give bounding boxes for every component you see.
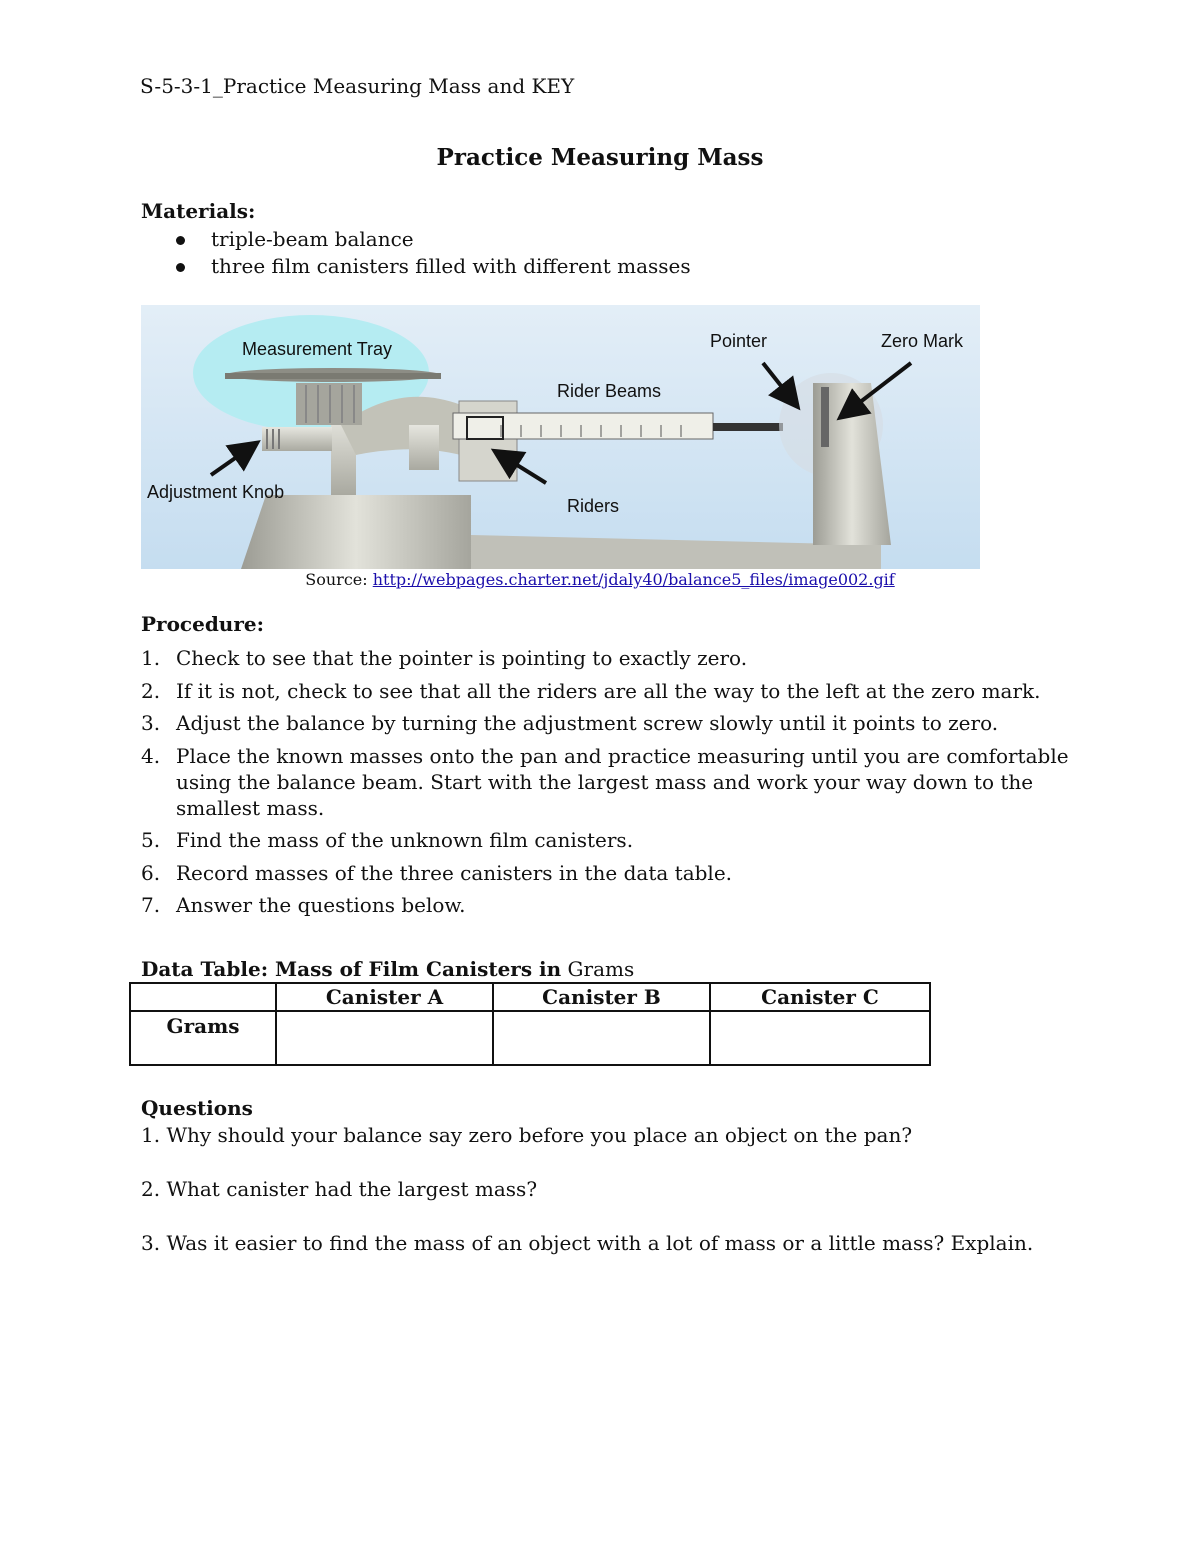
label-pointer: Pointer bbox=[710, 331, 768, 351]
materials-heading: Materials: bbox=[141, 199, 256, 223]
questions-heading: Questions bbox=[141, 1096, 253, 1120]
label-riders: Riders bbox=[567, 496, 620, 516]
support-post bbox=[409, 425, 439, 470]
data-table-title: Data Table: Mass of Film Canisters in Grams bbox=[141, 957, 635, 981]
cell-canister-b[interactable] bbox=[493, 1011, 710, 1065]
row-label-grams: Grams bbox=[130, 1011, 276, 1065]
label-zero-mark: Zero Mark bbox=[881, 331, 964, 351]
column-header-canister-b: Canister B bbox=[493, 983, 710, 1011]
cell-canister-c[interactable] bbox=[710, 1011, 930, 1065]
list-item: 1. Check to see that the pointer is pointing to exactly zero. bbox=[141, 646, 748, 670]
list-item: 4. Place the known masses onto the pan and practice measuring until you are comfortable using the balance beam. Start with the largest mass and work your way down to the smallest mass. bbox=[141, 743, 1069, 820]
figure-source: Source: http://webpages.charter.net/jdaly40/balance5_files/image002.gif bbox=[305, 570, 895, 589]
label-adjustment-knob: Adjustment Knob bbox=[147, 482, 285, 502]
column-header-canister-c: Canister C bbox=[710, 983, 930, 1011]
table-header-row bbox=[130, 983, 930, 1011]
materials-list bbox=[176, 226, 691, 280]
question-3: 3. Was it easier to find the mass of an object with a lot of mass or a little mass? Explain. bbox=[141, 1231, 1034, 1255]
list-item: 2. If it is not, check to see that all the riders are all the way to the left at the zero mark. bbox=[141, 678, 1041, 703]
procedure-list bbox=[141, 645, 1071, 925]
table-row bbox=[130, 1011, 930, 1065]
procedure-heading: Procedure: bbox=[141, 612, 264, 636]
list-item: three film canisters filled with different masses bbox=[176, 253, 691, 280]
source-link[interactable]: http://webpages.charter.net/jdaly40/balance5_files/image002.gif bbox=[372, 570, 895, 589]
pointer-bar bbox=[713, 423, 783, 431]
balance-base bbox=[241, 495, 471, 569]
table-corner-cell bbox=[130, 983, 276, 1011]
label-rider-beams: Rider Beams bbox=[557, 381, 662, 401]
zero-mark bbox=[821, 387, 829, 447]
column-header-canister-a: Canister A bbox=[276, 983, 493, 1011]
document-header: S-5-3-1_Practice Measuring Mass and KEY bbox=[140, 74, 575, 98]
list-item: triple-beam balance bbox=[176, 226, 691, 253]
list-item: 5. Find the mass of the unknown film canisters. bbox=[141, 828, 634, 852]
list-item: 6. Record masses of the three canisters in the data table. bbox=[141, 860, 733, 885]
list-item: 7. Answer the questions below. bbox=[141, 893, 466, 917]
data-table bbox=[129, 982, 931, 1066]
question-2: 2. What canister had the largest mass? bbox=[141, 1177, 538, 1201]
label-measurement-tray: Measurement Tray bbox=[242, 339, 393, 359]
page-title: Practice Measuring Mass bbox=[436, 144, 764, 171]
triple-beam-balance-figure bbox=[141, 305, 980, 569]
question-1: 1. Why should your balance say zero before you place an object on the pan? bbox=[141, 1123, 913, 1147]
list-item: 3. Adjust the balance by turning the adjustment screw slowly until it points to zero. bbox=[141, 711, 999, 735]
bullet-icon bbox=[176, 263, 185, 272]
bullet-icon bbox=[176, 236, 185, 245]
cell-canister-a[interactable] bbox=[276, 1011, 493, 1065]
